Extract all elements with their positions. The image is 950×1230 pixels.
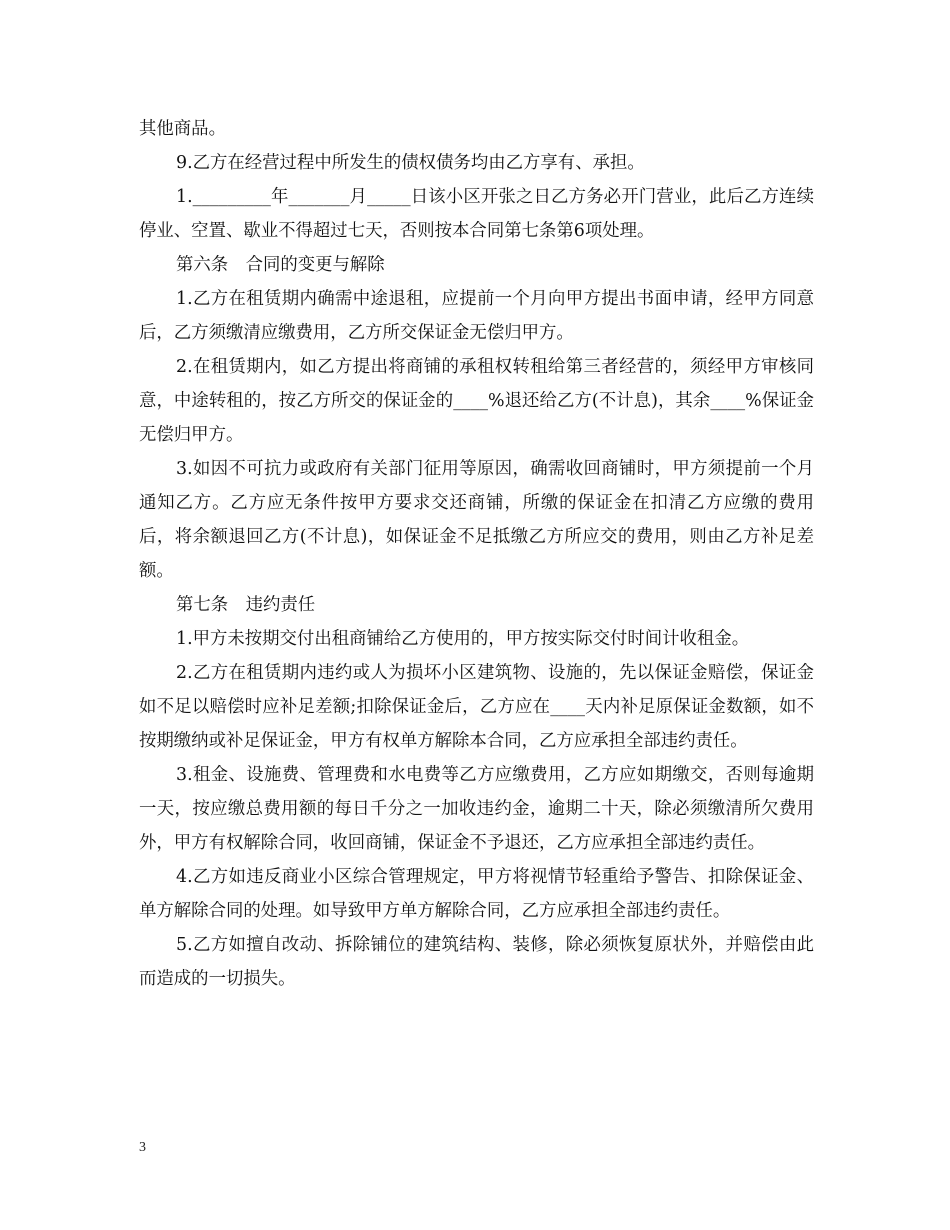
paragraph: 3.如因不可抗力或政府有关部门征用等原因，确需收回商铺时，甲方须提前一个月通知乙方。乙方应无条件按甲方要求交还商铺，所缴的保证金在扣清乙方应缴的费用后，将余额退回乙方(不计息)，如保证金不足抵缴乙方所应交的费用，则由乙方补足差额。 — [139, 459, 814, 581]
paragraph: 2.乙方在租赁期内违约或人为损坏小区建筑物、设施的，先以保证金赔偿，保证金如不足以赔偿时应补足差额;扣除保证金后，乙方应在____天内补足原保证金数额，如不按期缴纳或补足保证金，甲方有权单方解除本合同，乙方应承担全部违约责任。 — [139, 663, 814, 751]
paragraph: 1._________年_______月_____日该小区开张之日乙方务必开门营业，此后乙方连续停业、空置、歇业不得超过七天，否则按本合同第七条第6项处理。 — [139, 187, 814, 241]
paragraph: 1.甲方未按期交付出租商铺给乙方使用的，甲方按实际交付时间计收租金。 — [176, 629, 750, 649]
paragraph: 1.乙方在租赁期内确需中途退租，应提前一个月向甲方提出书面申请，经甲方同意后，乙方须缴清应缴费用，乙方所交保证金无偿归甲方。 — [139, 289, 814, 343]
paragraph: 4.乙方如违反商业小区综合管理规定，甲方将视情节轻重给予警告、扣除保证金、单方解除合同的处理。如导致甲方单方解除合同，乙方应承担全部违约责任。 — [139, 867, 814, 921]
paragraph: 9.乙方在经营过程中所发生的债权债务均由乙方享有、承担。 — [176, 153, 645, 173]
section-heading: 第七条 违约责任 — [176, 595, 316, 615]
paragraph: 3.租金、设施费、管理费和水电费等乙方应缴费用，乙方应如期缴交，否则每逾期一天，按应缴总费用额的每日千分之一加收违约金，逾期二十天，除必须缴清所欠费用外，甲方有权解除合同，收回商铺，保证金不予退还，乙方应承担全部违约责任。 — [139, 765, 814, 853]
paragraph: 5.乙方如擅自改动、拆除铺位的建筑结构、装修，除必须恢复原状外，并赔偿由此而造成的一切损失。 — [139, 935, 814, 989]
section-heading: 第六条 合同的变更与解除 — [176, 255, 385, 275]
document-body — [139, 112, 814, 996]
paragraph: 其他商品。 — [139, 119, 226, 139]
page-number: 3 — [139, 1140, 146, 1155]
paragraph: 2.在租赁期内，如乙方提出将商铺的承租权转租给第三者经营的，须经甲方审核同意，中途转租的，按乙方所交的保证金的____%退还给乙方(不计息)，其余____%保证金无偿归甲方。 — [139, 357, 814, 445]
